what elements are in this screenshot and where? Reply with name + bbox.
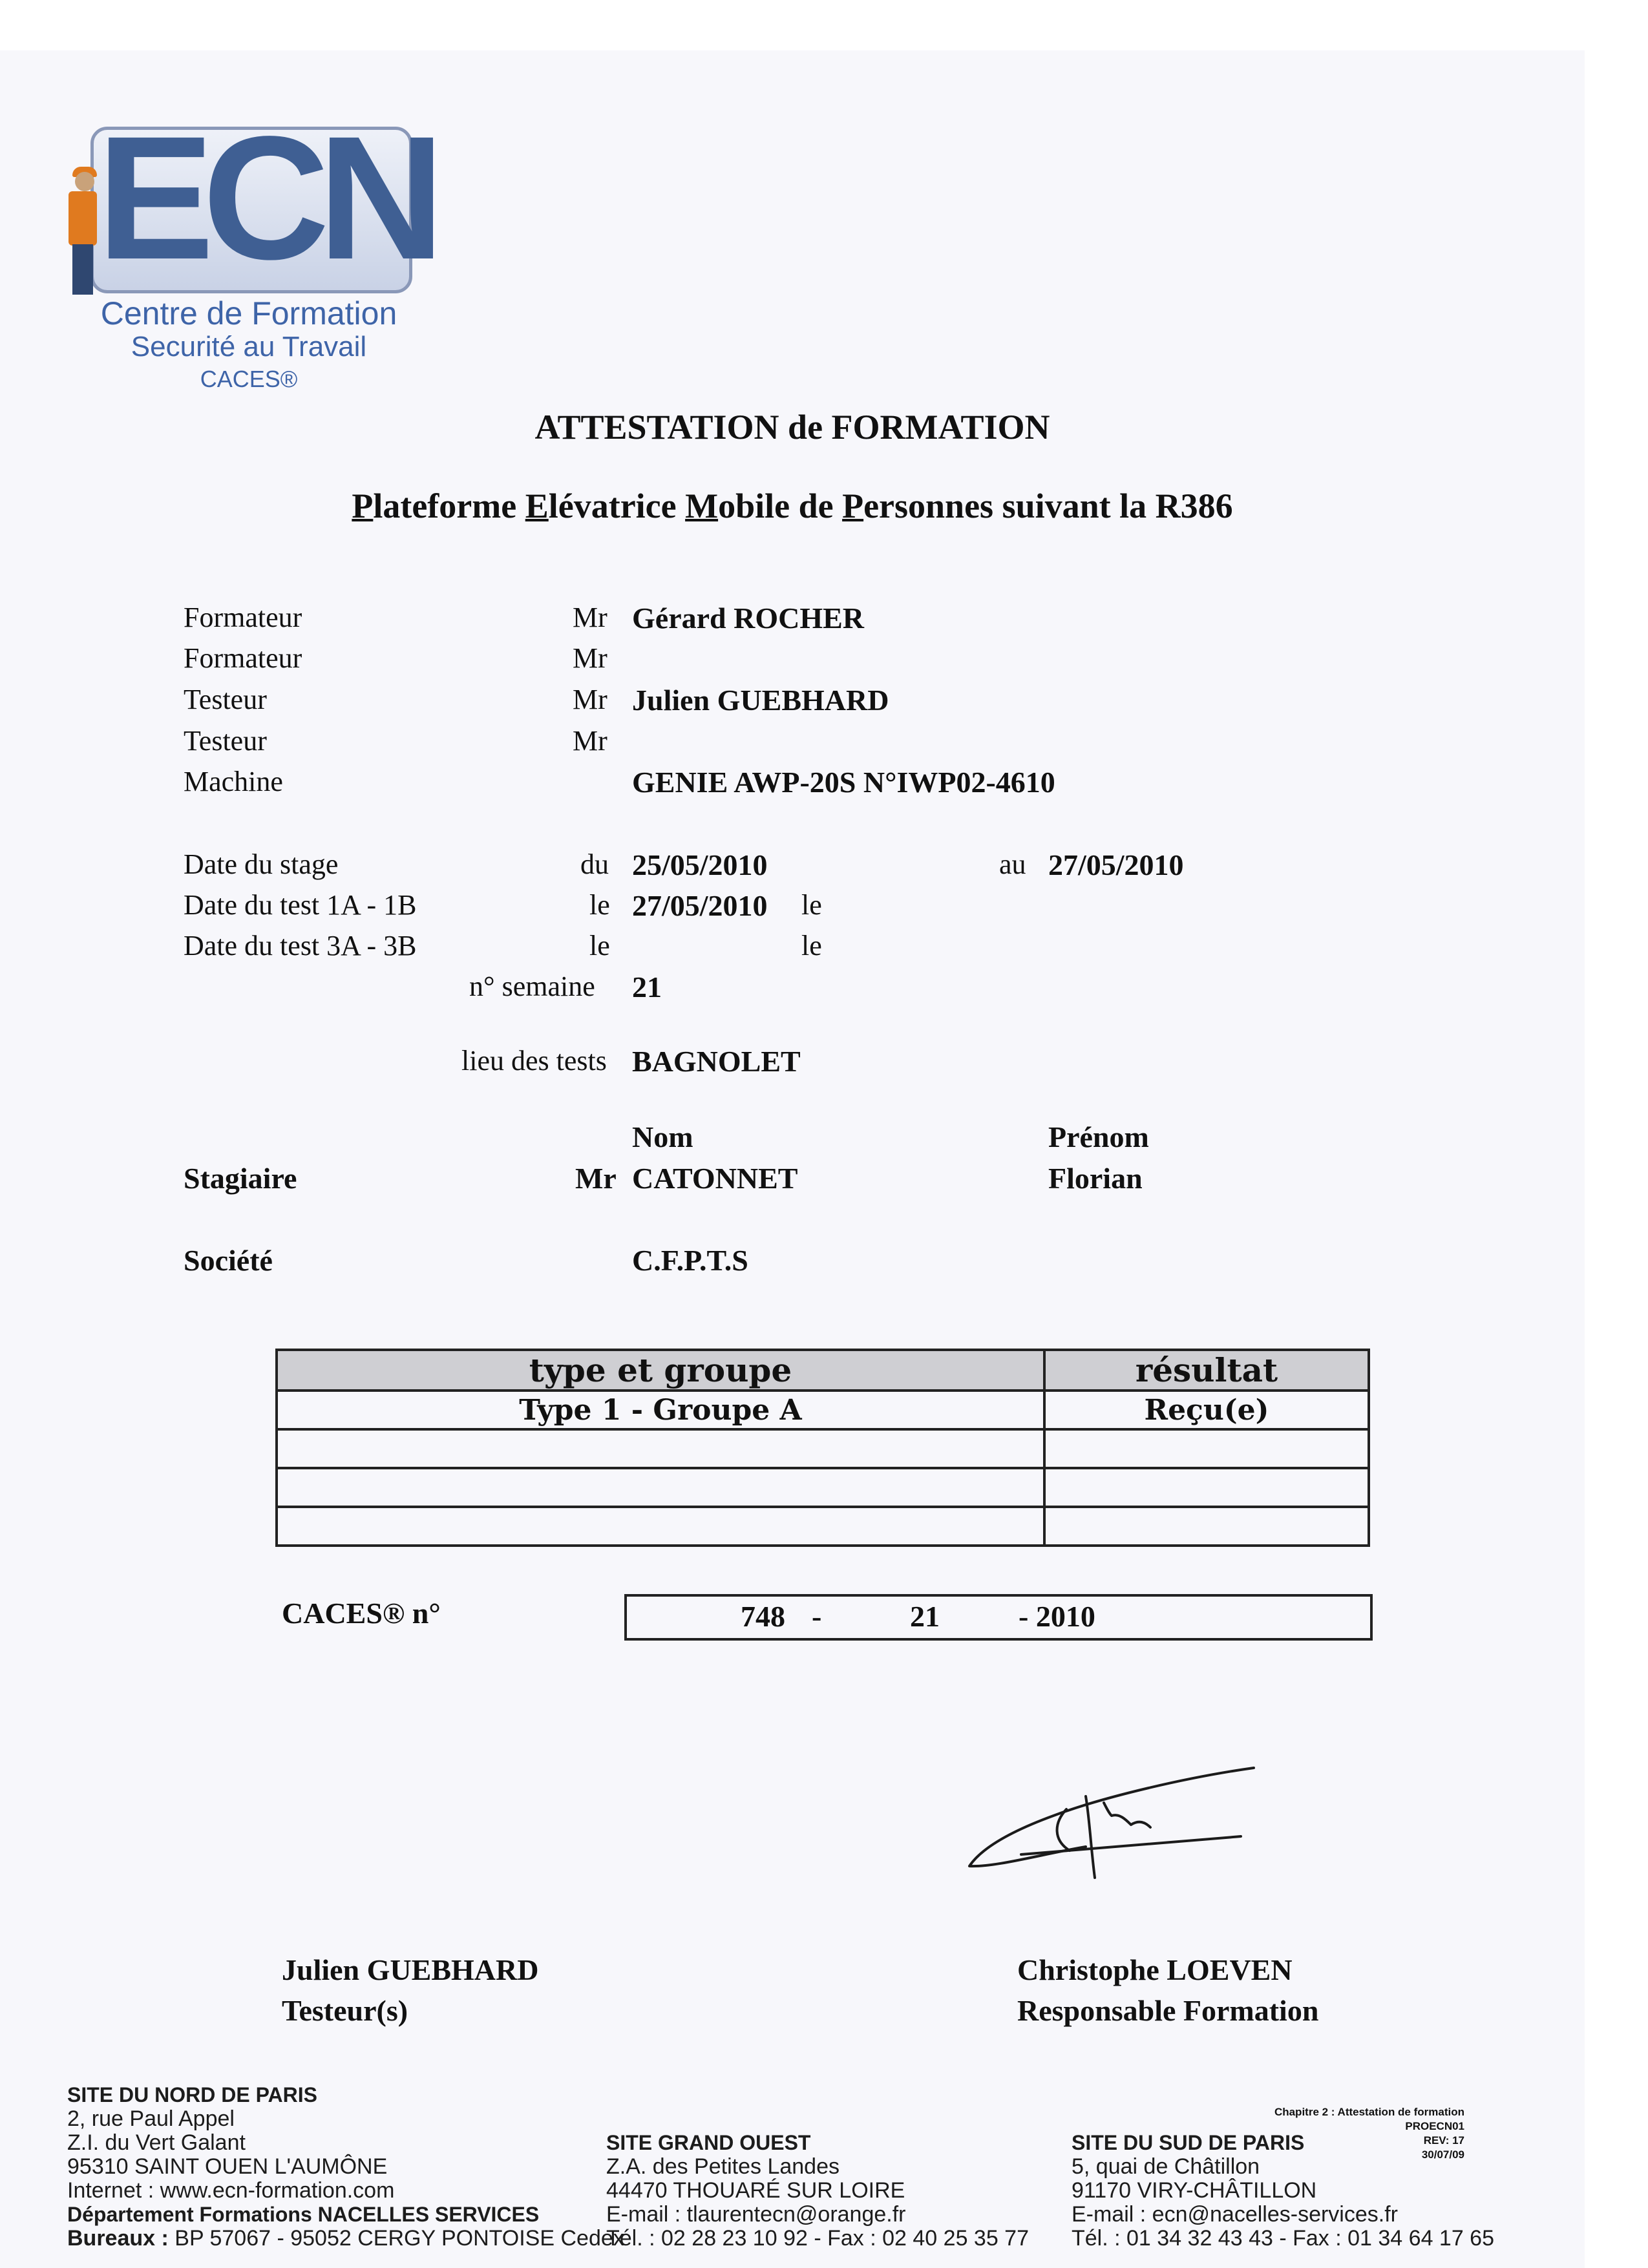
footer-west-site (606, 2131, 1029, 2251)
document-reference (1215, 2105, 1464, 2162)
logo-line-3: CACES® (200, 366, 298, 392)
table-row (277, 1391, 1369, 1429)
caces-part-1: 748 (741, 1600, 785, 1633)
north-site-title: SITE DU NORD DE PARIS (67, 2083, 317, 2106)
west-address-line: 44470 THOUARÉ SUR LOIRE (606, 2178, 905, 2203)
on-word: le (589, 930, 610, 961)
week-number: 21 (632, 971, 662, 1003)
logo-line-1: Centre de Formation (100, 295, 397, 331)
on-word: le (801, 930, 822, 961)
manager-role: Responsable Formation (1017, 1994, 1319, 2027)
trainee-label: Stagiaire (184, 1162, 297, 1195)
north-address-line: 2, rue Paul Appel (67, 2106, 235, 2131)
result-cell (1044, 1429, 1369, 1468)
worker-head-icon (75, 172, 94, 191)
test3-date-label: Date du test 3A - 3B (184, 930, 417, 961)
staff-name: Julien GUEBHARD (632, 684, 889, 717)
north-offices: Bureaux : BP 57067 - 95052 CERGY PONTOISE Cedex (67, 2226, 624, 2251)
trainee-firstname: Florian (1048, 1162, 1143, 1195)
company-name: C.F.P.T.S (632, 1244, 748, 1277)
staff-label: Formateur (184, 642, 302, 674)
test-location: BAGNOLET (632, 1045, 801, 1078)
handwritten-signature (956, 1758, 1267, 1887)
caces-part-2: 21 (910, 1600, 940, 1633)
result-cell (1044, 1468, 1369, 1507)
logo-brand: ECN (97, 100, 434, 296)
surname-header: Nom (632, 1120, 693, 1153)
firstname-header: Prénom (1048, 1120, 1149, 1153)
trainee-surname: CATONNET (632, 1162, 798, 1195)
reference-revision: REV: 17 (1423, 2134, 1464, 2147)
north-address-line: 95310 SAINT OUEN L'AUMÔNE (67, 2154, 388, 2179)
south-address-line: 5, quai de Châtillon (1072, 2154, 1260, 2179)
test1-date-label: Date du test 1A - 1B (184, 889, 417, 921)
west-phone: Tél. : 02 28 23 10 92 - Fax : 02 40 25 35 77 (606, 2226, 1030, 2251)
reference-chapter: Chapitre 2 : Attestation de formation (1274, 2106, 1464, 2118)
to-word: au (999, 848, 1026, 880)
west-address-line: Z.A. des Petites Landes (606, 2154, 840, 2179)
table-row (277, 1507, 1369, 1546)
result-header: résultat (1044, 1350, 1369, 1391)
test1-date: 27/05/2010 (632, 889, 768, 922)
staff-civility: Mr (573, 602, 607, 633)
staff-label: Formateur (184, 602, 302, 633)
staff-name: Gérard ROCHER (632, 602, 865, 635)
caces-separator: - (812, 1600, 822, 1633)
test-location-label: lieu des tests (461, 1045, 607, 1076)
type-group-cell (277, 1507, 1044, 1546)
footer-north-site (67, 2083, 624, 2251)
staff-civility: Mr (573, 684, 607, 715)
type-group-header: type et groupe (277, 1350, 1044, 1391)
machine-label: Machine (184, 766, 283, 797)
from-word: du (580, 848, 609, 880)
table-header-row (277, 1350, 1369, 1391)
machine-value: GENIE AWP-20S N°IWP02-4610 (632, 766, 1055, 799)
south-address-line: 91170 VIRY-CHÂTILLON (1072, 2178, 1317, 2203)
south-phone: Tél. : 01 34 32 43 43 - Fax : 01 34 64 17 65 (1072, 2226, 1495, 2251)
caces-part-3: - 2010 (1019, 1600, 1095, 1633)
table-row (277, 1429, 1369, 1468)
stage-start-date: 25/05/2010 (632, 848, 768, 881)
worker-legs-icon (72, 244, 93, 295)
week-label: n° semaine (469, 971, 595, 1002)
on-word: le (801, 889, 822, 921)
document-title: ATTESTATION de FORMATION (534, 408, 1050, 446)
west-email: E-mail : tlaurentecn@orange.fr (606, 2202, 906, 2227)
south-email: E-mail : ecn@nacelles-services.fr (1072, 2202, 1398, 2227)
north-website: Internet : www.ecn-formation.com (67, 2178, 395, 2203)
results-table (275, 1349, 1370, 1547)
document-subtitle: Plateforme Elévatrice Mobile de Personnes suivant la R386 (352, 487, 1233, 525)
reference-code: PROECN01 (1405, 2120, 1464, 2132)
tester-name: Julien GUEBHARD (282, 1953, 539, 1986)
staff-civility: Mr (573, 725, 607, 757)
on-word: le (589, 889, 610, 921)
manager-name: Christophe LOEVEN (1017, 1953, 1293, 1986)
company-label: Société (184, 1244, 273, 1277)
type-group-cell: Type 1 - Groupe A (277, 1391, 1044, 1429)
stage-date-label: Date du stage (184, 848, 339, 880)
north-department: Département Formations NACELLES SERVICES (67, 2203, 540, 2226)
staff-label: Testeur (184, 684, 267, 715)
reference-date: 30/07/09 (1421, 2148, 1464, 2161)
type-group-cell (277, 1429, 1044, 1468)
tester-role: Testeur(s) (282, 1994, 408, 2027)
stage-end-date: 27/05/2010 (1048, 848, 1184, 881)
staff-label: Testeur (184, 725, 267, 757)
table-row (277, 1468, 1369, 1507)
result-cell: Reçu(e) (1044, 1391, 1369, 1429)
south-site-title: SITE DU SUD DE PARIS (1072, 2131, 1305, 2154)
trainee-civility: Mr (575, 1162, 617, 1195)
staff-civility: Mr (573, 642, 607, 674)
west-site-title: SITE GRAND OUEST (606, 2131, 811, 2154)
type-group-cell (277, 1468, 1044, 1507)
logo-line-2: Securité au Travail (131, 331, 367, 362)
caces-number-box (624, 1594, 1373, 1641)
north-address-line: Z.I. du Vert Galant (67, 2130, 246, 2155)
caces-label: CACES® n° (282, 1597, 441, 1630)
result-cell (1044, 1507, 1369, 1546)
worker-vest-icon (69, 191, 97, 246)
